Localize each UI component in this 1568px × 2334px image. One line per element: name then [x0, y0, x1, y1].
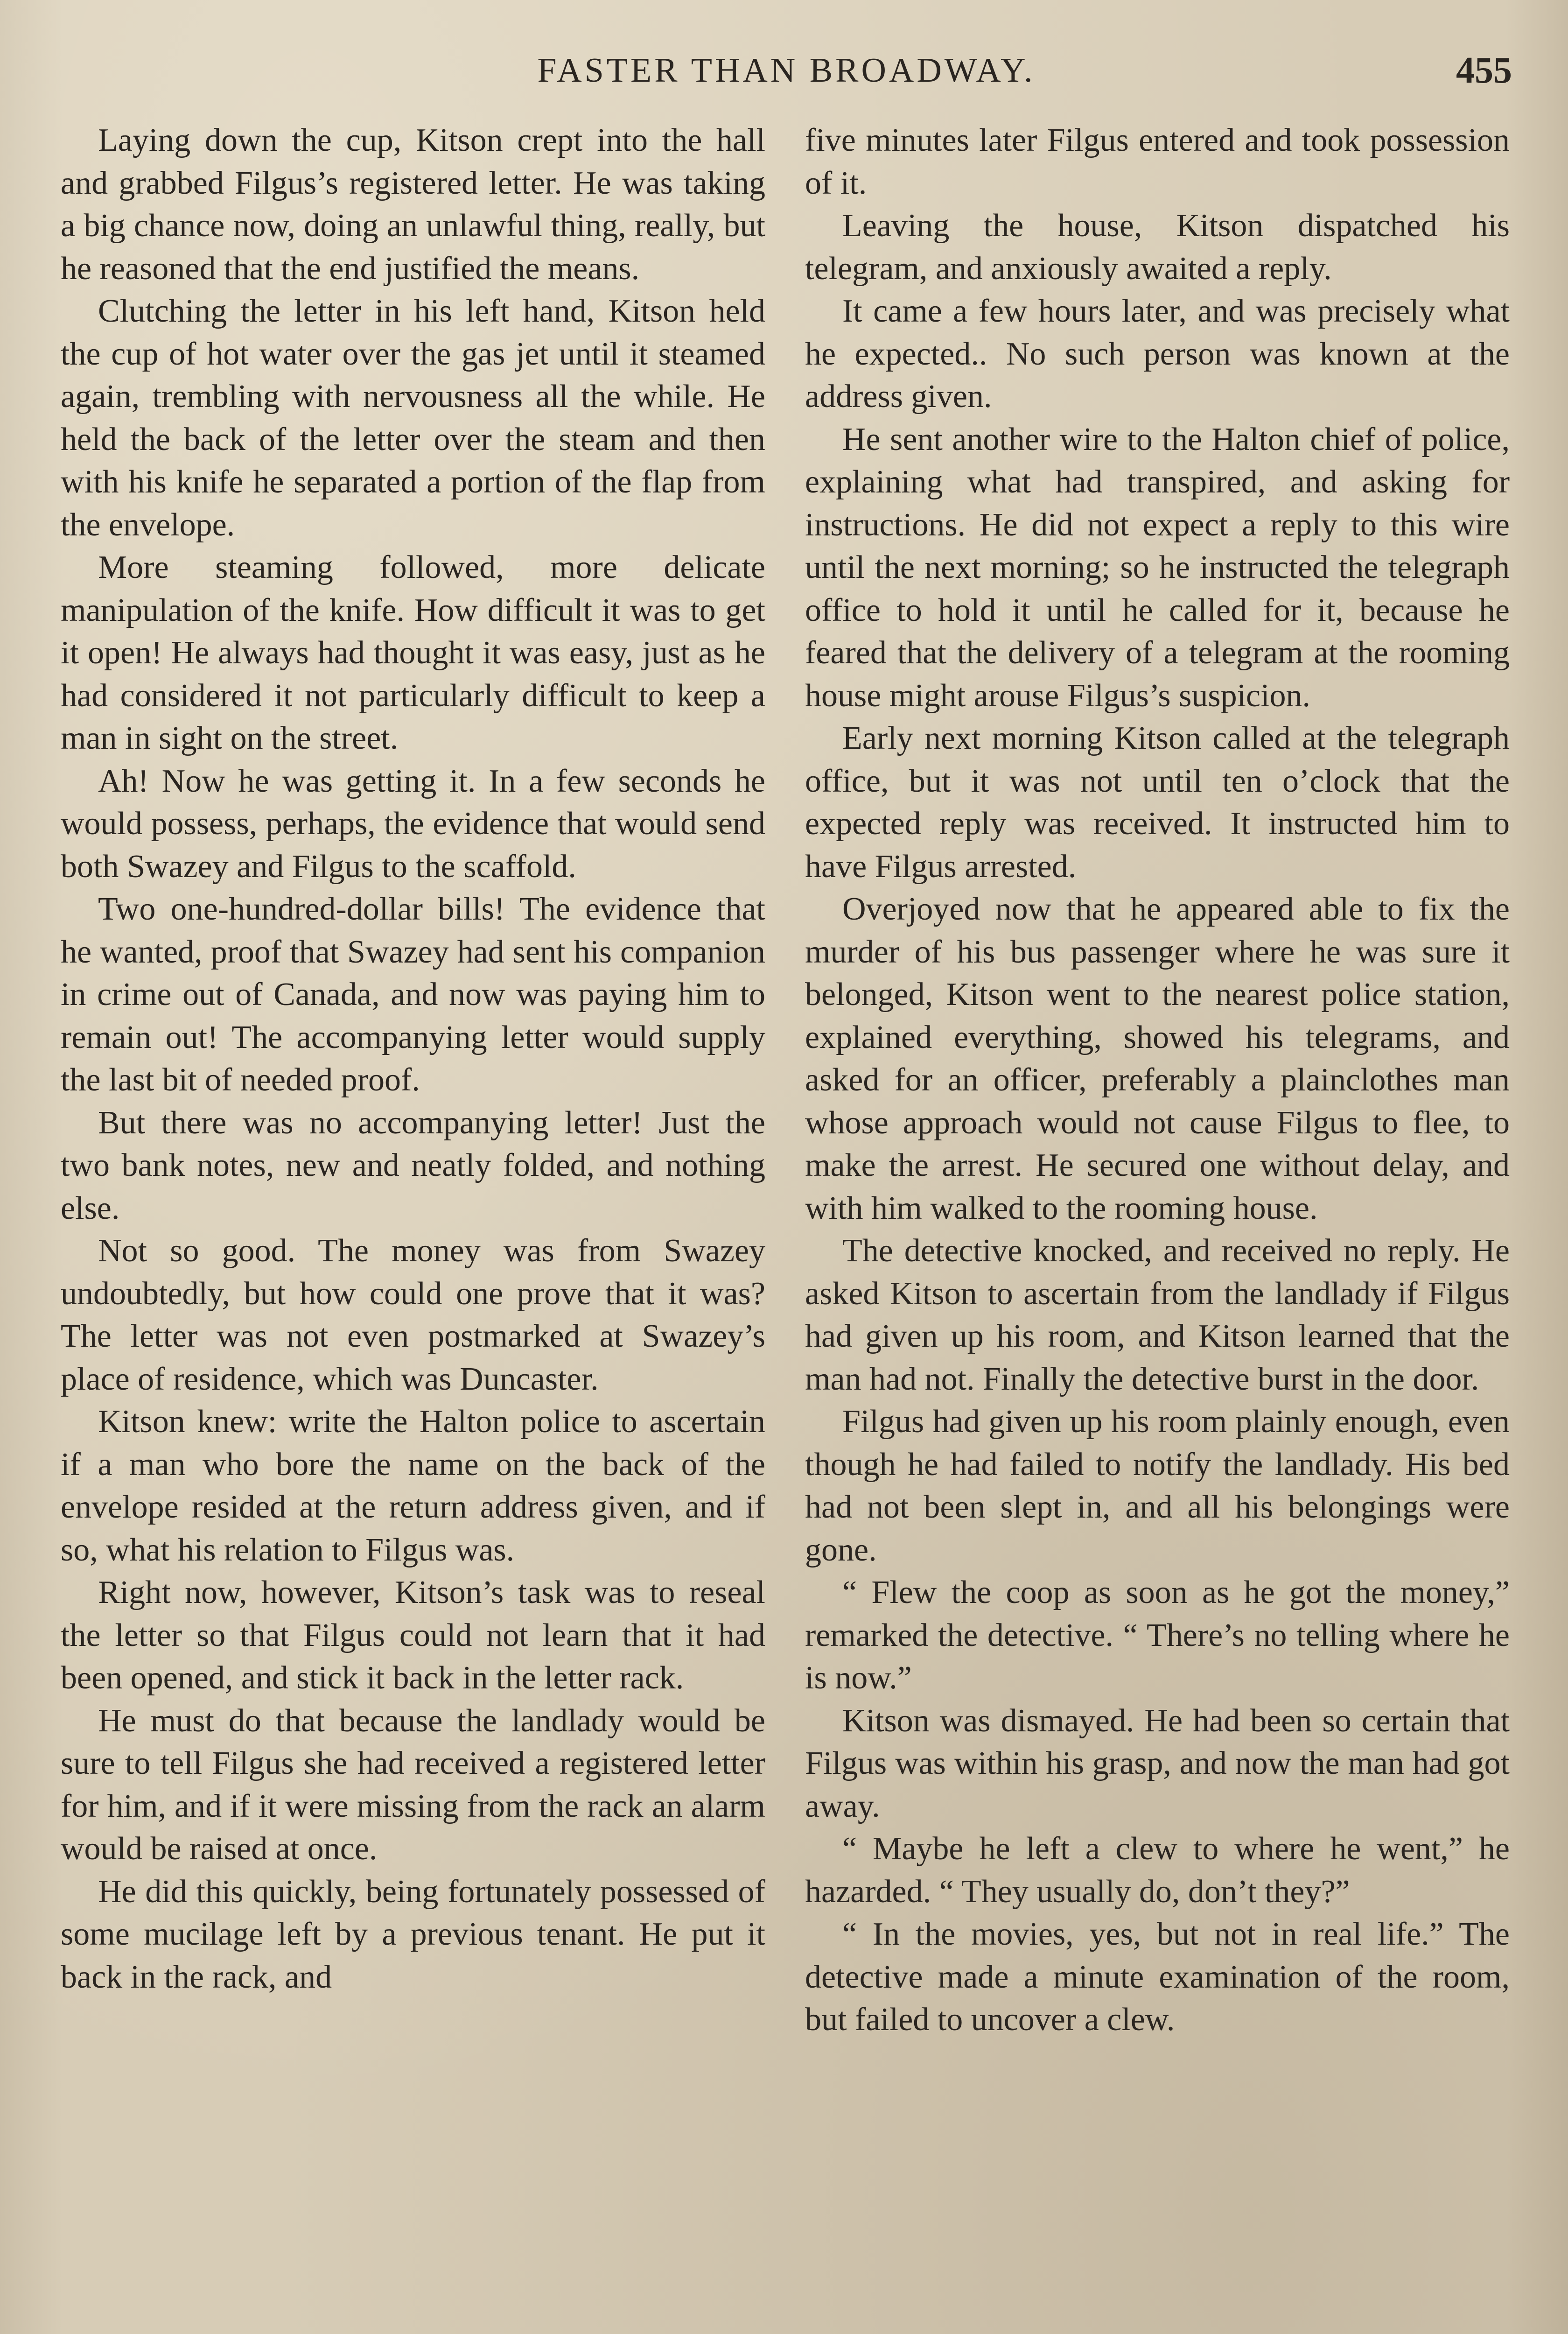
paragraph: Kitson knew: write the Halton police to ascertain if a man who bore the name on the back of the envelope resided at the return address given, and if so, what his relation to Filgus was.	[61, 1404, 765, 1568]
right-column	[805, 119, 1510, 2041]
paragraph: He sent another wire to the Halton chief of police, explaining what had transpired, and asking for instructions. He did not expect a reply to this wire until the next morning; so he instructed the telegraph office to hold it until he called for it, because he feared that the delivery of a telegram at the rooming house might arouse Filgus’s suspicion.	[805, 421, 1510, 714]
paragraph: It came a few hours later, and was precisely what he expected.. No such person was known at the address given.	[805, 293, 1510, 415]
paragraph: Kitson was dismayed. He had been so certain that Filgus was within his grasp, and now the man had got away.	[805, 1702, 1510, 1824]
paragraph: He must do that because the landlady would be sure to tell Filgus she had received a registered letter for him, and if it were missing from the rack an alarm would be raised at once.	[61, 1702, 765, 1867]
paragraph: More steaming followed, more delicate manipulation of the knife. How difficult it was to get it open! He always had thought it was easy, just as he had considered it not particularly difficult to keep a man in sight on the street.	[61, 549, 765, 756]
paragraph-continued: five minutes later Filgus entered and took possession of it.	[805, 122, 1510, 201]
page-header	[61, 45, 1512, 96]
paragraph: Filgus had given up his room plainly enough, even though he had failed to notify the landlady. His bed had not been slept in, and all his belongings were gone.	[805, 1404, 1510, 1568]
running-title: FASTER THAN BROADWAY.	[537, 51, 1036, 90]
paragraph: “ In the movies, yes, but not in real life.” The detective made a minute examination of the room, but failed to uncover a clew.	[805, 1916, 1510, 2038]
paragraph: Overjoyed now that he appeared able to fix the murder of his bus passenger where he was sure it belonged, Kitson went to the nearest police station, explained everything, showed his telegrams, and asked for an officer, preferably a plainclothes man whose approach would not cause Filgus to flee, to make the arrest. He secured one without delay, and with him walked to the rooming house.	[805, 891, 1510, 1226]
paragraph: But there was no accompanying letter! Just the two bank notes, new and neatly folded, and nothing else.	[61, 1104, 765, 1226]
paragraph: “ Flew the coop as soon as he got the money,” remarked the detective. “ There’s no telling where he is now.”	[805, 1575, 1510, 1696]
left-column	[61, 119, 765, 1998]
paragraph: Laying down the cup, Kitson crept into the hall and grabbed Filgus’s registered letter. He was taking a big chance now, doing an unlawful thing, really, but he reasoned that the end justified the means.	[61, 122, 765, 287]
paragraph: Ah! Now he was getting it. In a few seconds he would possess, perhaps, the evidence that would send both Swazey and Filgus to the scaffold.	[61, 763, 765, 885]
paragraph: The detective knocked, and received no reply. He asked Kitson to ascertain from the landlady if Filgus had given up his room, and Kitson learned that the man had not. Finally the detective burst in the door.	[805, 1233, 1510, 1397]
page-number: 455	[1456, 50, 1512, 91]
paragraph: “ Maybe he left a clew to where he went,” he hazarded. “ They usually do, don’t they?”	[805, 1831, 1510, 1910]
paragraph: Not so good. The money was from Swazey undoubtedly, but how could one prove that it was? The letter was not even postmarked at Swazey’s place of residence, which was Duncaster.	[61, 1233, 765, 1397]
paragraph: Right now, however, Kitson’s task was to reseal the letter so that Filgus could not learn that it had been opened, and stick it back in the letter rack.	[61, 1575, 765, 1696]
paragraph: Leaving the house, Kitson dispatched his telegram, and anxiously awaited a reply.	[805, 208, 1510, 287]
paragraph: He did this quickly, being fortunately possessed of some mucilage left by a previous tenant. He put it back in the rack, and	[61, 1873, 765, 1995]
paragraph: Clutching the letter in his left hand, Kitson held the cup of hot water over the gas jet until it steamed again, trembling with nervousness all the while. He held the back of the letter over the steam and then with his knife he separated a portion of the flap from the envelope.	[61, 293, 765, 543]
paragraph: Two one-hundred-dollar bills! The evidence that he wanted, proof that Swazey had sent his companion in crime out of Canada, and now was paying him to remain out! The accompanying letter would supply the last bit of needed proof.	[61, 891, 765, 1098]
paragraph: Early next morning Kitson called at the telegraph office, but it was not until ten o’clock that the expected reply was received. It instructed him to have Filgus arrested.	[805, 720, 1510, 885]
